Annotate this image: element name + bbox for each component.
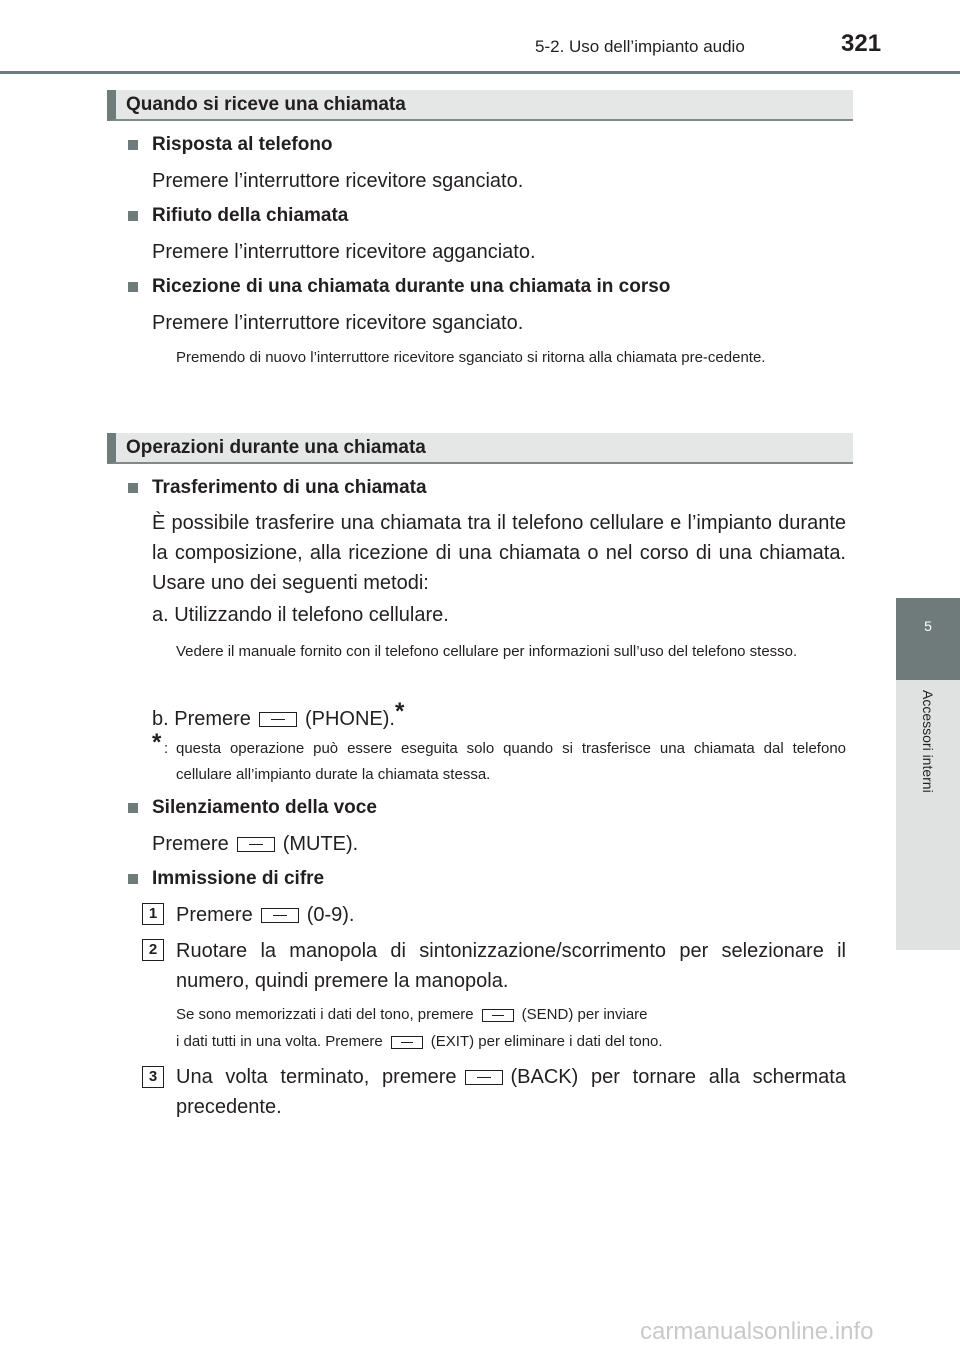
subheading-answer: Risposta al telefono	[152, 134, 333, 155]
phone-button-icon	[259, 712, 297, 727]
step-2-note-2-prefix: i dati tutti in una volta. Premere	[176, 1033, 383, 1050]
section-title: Operazioni durante una chiamata	[126, 437, 426, 458]
bullet-square-icon	[128, 140, 138, 150]
section-heading-receiving-call	[107, 90, 853, 121]
option-b	[152, 697, 404, 734]
option-b-suffix: (PHONE).	[304, 708, 395, 730]
step-number-3: 3	[142, 1066, 164, 1088]
send-button-icon	[482, 1009, 514, 1022]
asterisk-mark: *	[394, 698, 405, 725]
note-call-waiting: Premendo di nuovo l’interruttore ricevitore sganciato si ritorna alla chiamata pre-cedente.	[176, 349, 766, 366]
section-title: Quando si riceve una chiamata	[126, 94, 406, 115]
exit-button-icon	[391, 1036, 423, 1049]
subheading-transfer: Trasferimento di una chiamata	[152, 477, 427, 498]
header-rule	[0, 71, 960, 74]
step-1-prefix: Premere	[176, 904, 253, 926]
bullet-square-icon	[128, 874, 138, 884]
running-header-section: 5-2. Uso dell’impianto audio	[535, 37, 745, 56]
step-1-suffix: (0-9).	[306, 904, 355, 926]
bullet-square-icon	[128, 211, 138, 221]
bullet-square-icon	[128, 803, 138, 813]
chapter-label: Accessori interni	[920, 690, 936, 793]
option-a: a. Utilizzando il telefono cellulare.	[152, 604, 449, 626]
footnote-text: questa operazione può essere eseguita solo quando si trasferisce una chiamata dal telefono cellulare all’impianto durate la chiamata stessa.	[176, 740, 846, 783]
bullet-square-icon	[128, 483, 138, 493]
subheading-reject: Rifiuto della chiamata	[152, 205, 349, 226]
option-b-prefix: b. Premere	[152, 708, 251, 730]
subheading-digits: Immissione di cifre	[152, 868, 325, 889]
step-2-note-2-suffix: (EXIT) per eliminare i dati del tono.	[430, 1033, 663, 1050]
paragraph-mute	[152, 829, 358, 859]
step-3-prefix: Una volta terminato, premere	[176, 1066, 457, 1088]
bullet-square-icon	[128, 282, 138, 292]
mute-button-icon	[237, 837, 275, 852]
subheading-call-waiting: Ricezione di una chiamata durante una chiamata in corso	[152, 276, 671, 297]
step-2-note-line-2	[176, 1029, 663, 1055]
step-number-2: 2	[142, 939, 164, 961]
footnote-colon: :	[164, 740, 169, 757]
step-2-note-line-1	[176, 1002, 648, 1028]
step-number-1: 1	[142, 903, 164, 925]
chapter-number: 5	[924, 618, 932, 634]
mute-suffix: (MUTE).	[282, 833, 359, 855]
subheading-mute: Silenziamento della voce	[152, 797, 377, 818]
step-3-suffix: (BACK) per tornare alla schermata precedente.	[176, 1066, 846, 1118]
chapter-tab	[896, 598, 960, 680]
back-button-icon	[465, 1070, 503, 1085]
paragraph-reject: Premere l’interruttore ricevitore agganciato.	[152, 241, 536, 263]
step-2-note-1-prefix: Se sono memorizzati i dati del tono, premere	[176, 1006, 474, 1023]
option-a-note: Vedere il manuale fornito con il telefono cellulare per informazioni sull’uso del telefono stesso.	[176, 643, 798, 660]
digit-button-icon	[261, 908, 299, 923]
step-3	[176, 1062, 846, 1122]
paragraph-call-waiting: Premere l’interruttore ricevitore sganciato.	[152, 312, 524, 334]
watermark: carmanualsonline.info	[640, 1318, 874, 1345]
section-heading-during-call	[107, 433, 853, 464]
footnote-mark: *	[152, 729, 162, 756]
mute-prefix: Premere	[152, 833, 229, 855]
paragraph-transfer: È possibile trasferire una chiamata tra il telefono cellulare e l’impianto durante la composizione, alla ricezione di una chiamata o nel corso di una chiamata. Usare uno dei seguenti metodi:	[152, 512, 846, 594]
step-1	[176, 900, 355, 930]
page-number: 321	[841, 30, 882, 57]
step-2-text: Ruotare la manopola di sintonizzazione/scorrimento per selezionare il numero, quindi premere la manopola.	[176, 940, 846, 992]
paragraph-answer: Premere l’interruttore ricevitore sganciato.	[152, 170, 524, 192]
step-2-note-1-suffix: (SEND) per inviare	[521, 1006, 648, 1023]
